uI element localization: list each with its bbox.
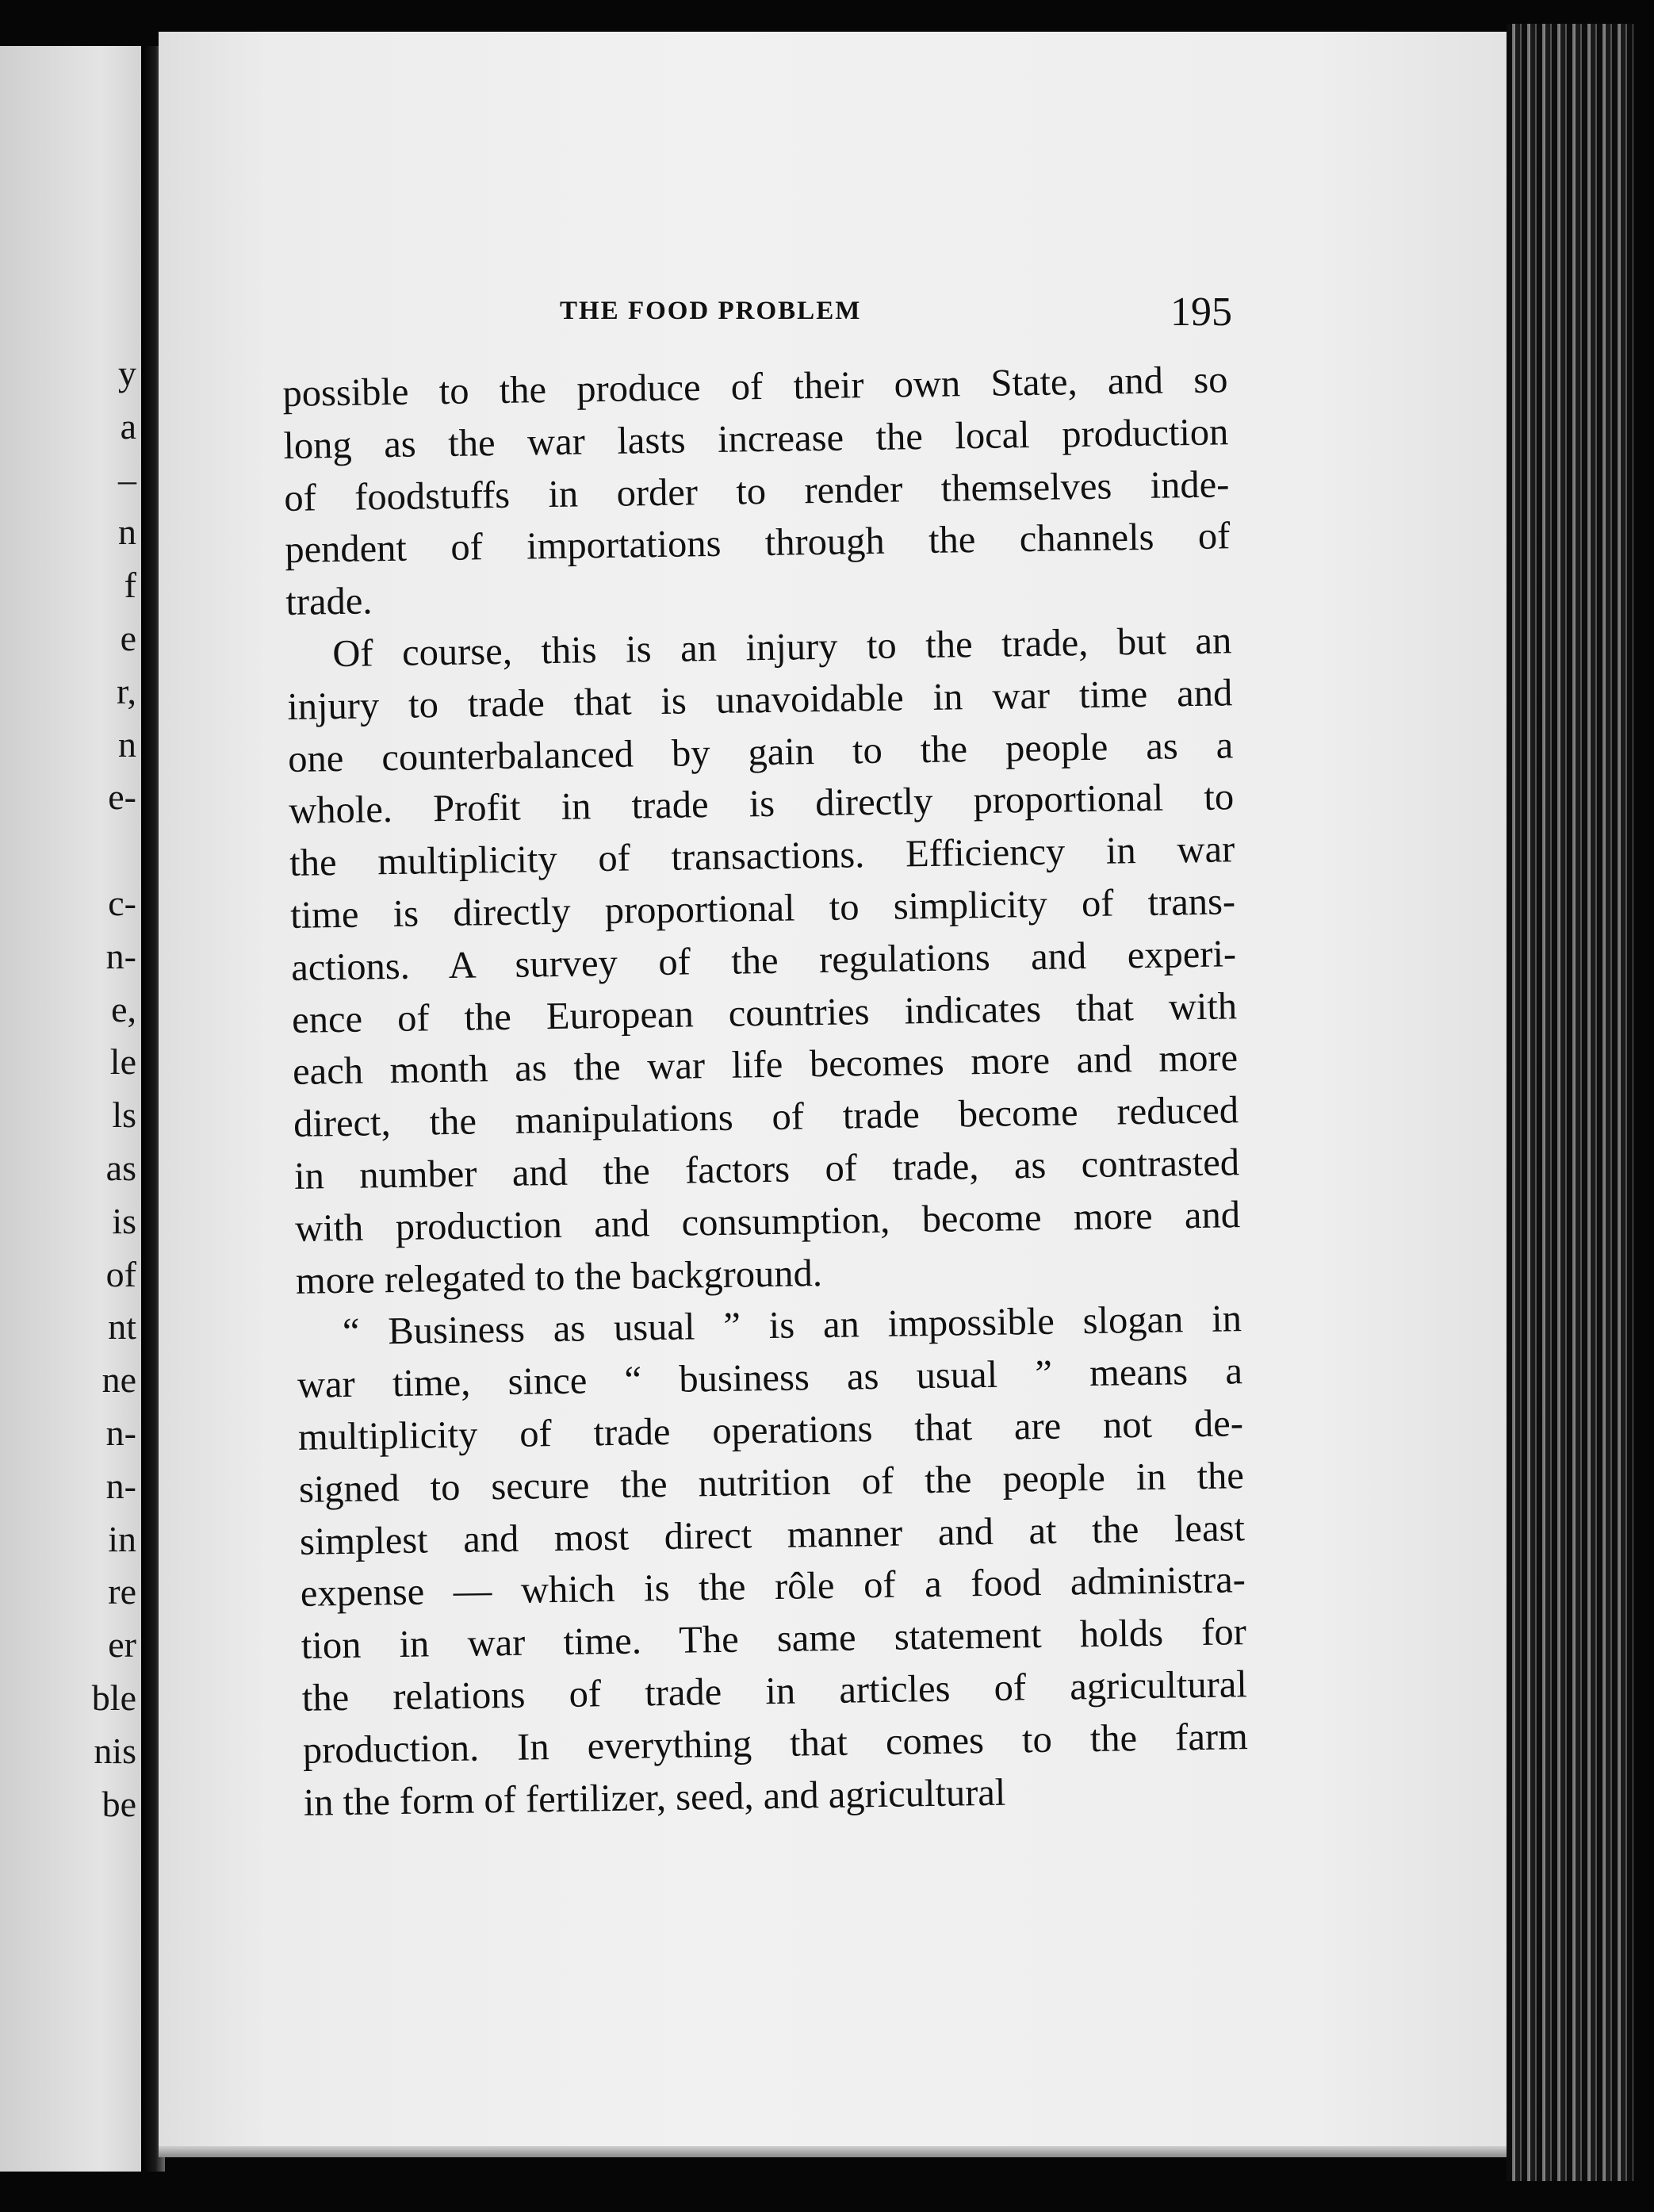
facing-page-fragment: n: [118, 723, 136, 765]
text-line: ence of the European countries indicates that with: [291, 984, 1238, 1041]
text-line: expense — which is the rôle of a food administra-: [300, 1558, 1246, 1616]
text-line: each month as the war life becomes more and more: [292, 1037, 1239, 1094]
facing-page-fragment: n-: [105, 1465, 136, 1506]
facing-page-fragment: n: [118, 512, 136, 553]
facing-page-fragment: e-: [108, 776, 136, 818]
facing-page-fragment: ls: [112, 1094, 136, 1136]
text-line: more relegated to the background.: [295, 1252, 823, 1302]
facing-page-fragment: of: [105, 1253, 136, 1294]
text-line: possible to the produce of their own State, and so: [282, 358, 1228, 415]
facing-page-fragment: nt: [108, 1306, 136, 1348]
text-line: signed to secure the nutrition of the people in the: [298, 1454, 1245, 1511]
text-line: in number and the factors of trade, as contrasted: [293, 1141, 1240, 1198]
facing-page-fragment: e: [120, 617, 136, 658]
facing-page-fragment: –: [118, 458, 136, 500]
facing-page-fragment: r,: [117, 670, 136, 711]
page-bottom-edge: [159, 2146, 1516, 2157]
text-line: war time, since “ business as usual ” means a: [297, 1350, 1243, 1406]
facing-page-fragment: e,: [111, 988, 136, 1029]
facing-page-edge: [0, 46, 144, 2172]
facing-page-fragment: is: [112, 1200, 136, 1241]
facing-page-fragment: le: [109, 1041, 136, 1083]
text-line: production. In everything that comes to the farm: [302, 1715, 1249, 1772]
facing-page-fragment: ne: [101, 1359, 136, 1401]
text-line: the multiplicity of transactions. Efficiency in war: [289, 828, 1235, 885]
facing-page-fragment: be: [101, 1783, 136, 1824]
text-line: time is directly proportional to simplicity of trans-: [289, 880, 1236, 937]
facing-page-fragment: er: [108, 1624, 136, 1666]
text-line: injury to trade that is unavoidable in war time and: [286, 672, 1233, 728]
page-block-edge: [1507, 24, 1633, 2181]
text-line: “ Business as usual ” is an impossible slogan in: [342, 1298, 1242, 1354]
running-head: THE FOOD PROBLEM: [560, 297, 862, 325]
facing-page-fragment: ble: [91, 1677, 136, 1718]
facing-page-fragment: nis: [94, 1730, 136, 1771]
page-number: 195: [1170, 289, 1232, 335]
text-line: simplest and most direct manner and at the least: [299, 1506, 1246, 1563]
text-line: of foodstuffs in order to render themselves inde-: [284, 462, 1230, 519]
facing-page-fragment: as: [105, 1147, 136, 1188]
facing-page-fragment: in: [108, 1518, 136, 1559]
facing-page-fragment: c-: [108, 882, 136, 923]
body-text: [282, 354, 1249, 1829]
facing-page-fragment: n-: [105, 935, 136, 976]
text-line: multiplicity of trade operations that are not de-: [297, 1402, 1244, 1459]
facing-page-fragment: n-: [105, 1412, 136, 1453]
text-line: with production and consumption, become more and: [294, 1193, 1241, 1250]
text-line: in the form of fertilizer, seed, and agricultural: [303, 1771, 1006, 1824]
text-line: trade.: [285, 580, 373, 624]
text-line: pendent of importations through the channels of: [285, 515, 1231, 572]
facing-page-fragment: [92, 824, 136, 877]
text-line: whole. Profit in trade is directly proportional to: [288, 776, 1235, 833]
facing-page-fragment: f: [124, 565, 136, 606]
facing-page-fragment: re: [108, 1571, 136, 1612]
facing-page-fragments: [92, 347, 136, 1831]
facing-page-fragment: a: [120, 405, 136, 447]
page-header: [560, 289, 1232, 335]
text-line: actions. A survey of the regulations and experi-: [290, 933, 1237, 989]
text-line: tion in war time. The same statement holds for: [301, 1611, 1247, 1667]
text-line: Of course, this is an injury to the trade, but an: [331, 619, 1232, 676]
facing-page-fragment: y: [118, 353, 136, 393]
text-line: one counterbalanced by gain to the people as a: [287, 723, 1234, 780]
text-line: the relations of trade in articles of agricultural: [301, 1663, 1248, 1719]
text-line: long as the war lasts increase the local production: [283, 411, 1229, 467]
text-line: direct, the manipulations of trade become reduced: [293, 1089, 1239, 1146]
